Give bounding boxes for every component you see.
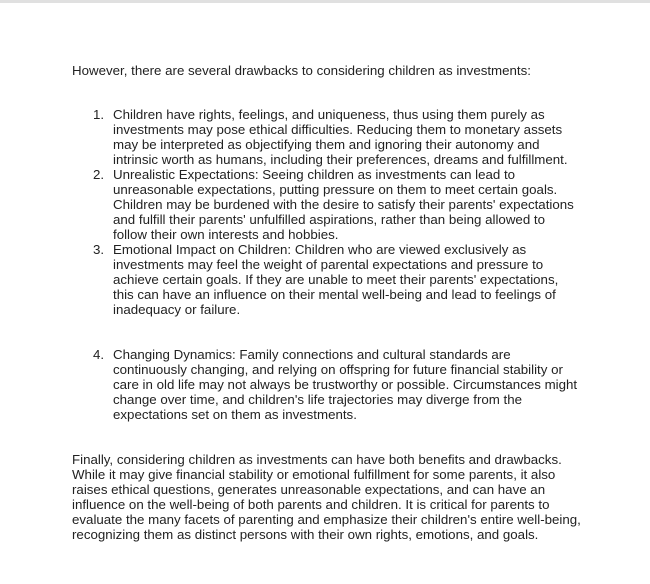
list-item-text: Changing Dynamics: Family connections and cultural standards are continuously changing, and relying on offspring for future financial stability or care in old life may not always be trustworthy or possible. Circumstances might change over time, and children's life trajectories may diverge from the expectations set on them as investments.: [113, 347, 578, 422]
list-item-text: Children have rights, feelings, and uniqueness, thus using them purely as investments may pose ethical difficulties. Reducing them to monetary assets may be interpreted as objectifying them and ignoring their autonomy and intrinsic worth as humans, including their preferences, dreams and fulfillment.: [113, 107, 568, 167]
list-item: [93, 107, 581, 167]
list-item: [93, 242, 581, 317]
list-item-text: Unrealistic Expectations: Seeing children as investments can lead to unreasonable expectations, putting pressure on them to meet certain goals. Children may be burdened with the desire to satisfy their parents' expectations and fulfill their parents' unfulfilled aspirations, rather than being allowed to follow their own interests and hobbies.: [113, 167, 574, 242]
intro-paragraph: However, there are several drawbacks to considering children as investments:: [72, 63, 531, 78]
list-item-number: 4.: [93, 347, 105, 362]
list-item: [93, 167, 581, 242]
list-item-text: Emotional Impact on Children: Children who are viewed exclusively as investments may feel the weight of parental expectations and pressure to achieve certain goals. If they are unable to meet their parents' expectations, this can have an influence on their mental well-being and lead to feelings of inadequacy or failure.: [113, 242, 559, 317]
list-item-number: 1.: [93, 107, 105, 122]
list-item-number: 2.: [93, 167, 105, 182]
drawbacks-list: [72, 107, 581, 422]
list-item: [93, 347, 581, 422]
top-divider: [0, 0, 650, 3]
conclusion-paragraph: Finally, considering children as investments can have both benefits and drawbacks. While it may give financial stability or emotional fulfillment for some parents, it also raises ethical questions, generates unreasonable expectations, and can have an influence on the well-being of both parents and children. It is critical for parents to evaluate the many facets of parenting and emphasize their children's entire well-being, recognizing them as distinct persons with their own rights, emotions, and goals.: [72, 452, 581, 542]
list-item-number: 3.: [93, 242, 105, 257]
document-content: [72, 63, 581, 542]
